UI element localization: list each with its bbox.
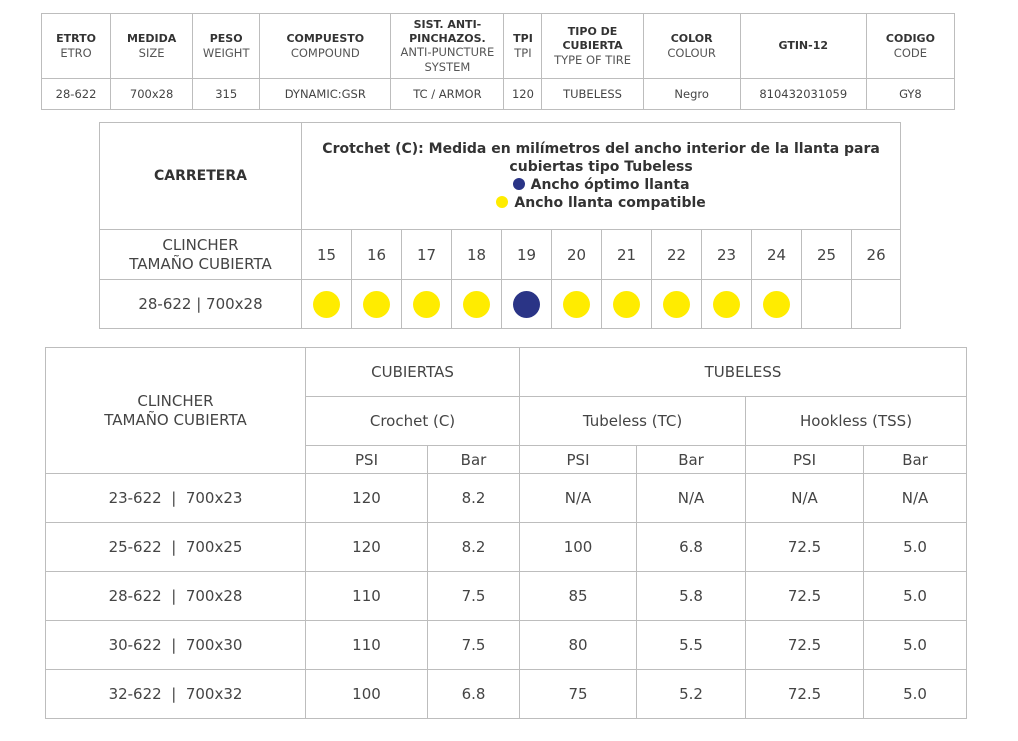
hookless-bar-cell: 5.0 bbox=[864, 572, 967, 621]
rim-marker-cell bbox=[602, 280, 652, 329]
hookless-bar-cell: 5.0 bbox=[864, 670, 967, 719]
unit-bar: Bar bbox=[637, 446, 746, 474]
tubeless-psi-cell: 85 bbox=[520, 572, 637, 621]
tubeless-bar-cell: 5.8 bbox=[637, 572, 746, 621]
tire-size-cell: 28-622 | 700x28 bbox=[46, 572, 306, 621]
compatible-dot-icon bbox=[496, 196, 508, 208]
crochet-psi-cell: 100 bbox=[306, 670, 428, 719]
tubeless-psi-cell: N/A bbox=[520, 474, 637, 523]
group-tubeless: TUBELESS bbox=[520, 348, 967, 397]
marker-dot-icon bbox=[663, 291, 690, 318]
crochet-bar-cell: 8.2 bbox=[428, 474, 520, 523]
rim-marker-cell bbox=[502, 280, 552, 329]
tire-size-cell: 23-622 | 700x23 bbox=[46, 474, 306, 523]
spec-value-tpi: 120 bbox=[504, 79, 542, 110]
rim-tire-size: 28-622 | 700x28 bbox=[100, 280, 302, 329]
rim-header-row bbox=[100, 123, 901, 230]
rim-marker-cell bbox=[852, 280, 901, 329]
spec-header-row bbox=[42, 14, 955, 79]
spec-header-etrto: ETRTO ETRO bbox=[42, 14, 111, 79]
marker-dot-icon bbox=[763, 291, 790, 318]
tubeless-psi-cell: 100 bbox=[520, 523, 637, 572]
tire-size-cell: 25-622 | 700x25 bbox=[46, 523, 306, 572]
rim-width-cell: 23 bbox=[702, 230, 752, 280]
spec-value-tire-type: TUBELESS bbox=[542, 79, 643, 110]
tubeless-bar-cell: 5.2 bbox=[637, 670, 746, 719]
marker-dot-icon bbox=[713, 291, 740, 318]
spec-value-weight: 315 bbox=[193, 79, 260, 110]
rim-marker-cell bbox=[552, 280, 602, 329]
marker-dot-icon bbox=[613, 291, 640, 318]
spec-header-anti-puncture: SIST. ANTI-PINCHAZOS. ANTI-PUNCTURE SYSTEM bbox=[391, 14, 504, 79]
rim-width-cell: 25 bbox=[802, 230, 852, 280]
spec-value-colour: Negro bbox=[643, 79, 740, 110]
spec-header-weight: PESO WEIGHT bbox=[193, 14, 260, 79]
crochet-note-text: Crotchet (C): Medida en milímetros del ancho interior de la llanta para cubiertas tipo Tubeless bbox=[322, 140, 880, 175]
hookless-psi-cell: 72.5 bbox=[746, 572, 864, 621]
rim-marker-cell bbox=[752, 280, 802, 329]
unit-psi: PSI bbox=[520, 446, 637, 474]
tubeless-bar-cell: 5.5 bbox=[637, 621, 746, 670]
rim-width-cell: 20 bbox=[552, 230, 602, 280]
rim-marker-cell bbox=[802, 280, 852, 329]
pressure-group-row bbox=[46, 348, 967, 397]
crochet-psi-cell: 110 bbox=[306, 621, 428, 670]
marker-dot-icon bbox=[363, 291, 390, 318]
table-row bbox=[46, 670, 967, 719]
spec-value-row bbox=[42, 79, 955, 110]
rim-compat-row bbox=[100, 280, 901, 329]
marker-dot-icon bbox=[563, 291, 590, 318]
rim-size-header: CLINCHER TAMAÑO CUBIERTA bbox=[100, 230, 302, 280]
hookless-bar-cell: 5.0 bbox=[864, 523, 967, 572]
legend-compatible-label: Ancho llanta compatible bbox=[514, 195, 706, 212]
rim-note bbox=[302, 123, 901, 230]
tubeless-psi-cell: 80 bbox=[520, 621, 637, 670]
sub-tubeless: Tubeless (TC) bbox=[520, 397, 746, 446]
hookless-bar-cell: 5.0 bbox=[864, 621, 967, 670]
spec-header-tire-type: TIPO DE CUBIERTA TYPE OF TIRE bbox=[542, 14, 643, 79]
tubeless-bar-cell: 6.8 bbox=[637, 523, 746, 572]
spec-value-size: 700x28 bbox=[111, 79, 193, 110]
rim-width-cell: 21 bbox=[602, 230, 652, 280]
pressure-table bbox=[45, 347, 967, 719]
hookless-psi-cell: 72.5 bbox=[746, 523, 864, 572]
rim-marker-cell bbox=[652, 280, 702, 329]
tubeless-bar-cell: N/A bbox=[637, 474, 746, 523]
tire-size-cell: 30-622 | 700x30 bbox=[46, 621, 306, 670]
table-row bbox=[46, 474, 967, 523]
crochet-bar-cell: 6.8 bbox=[428, 670, 520, 719]
rim-width-cell: 22 bbox=[652, 230, 702, 280]
spec-header-colour: COLOR COLOUR bbox=[643, 14, 740, 79]
rim-width-cell: 15 bbox=[302, 230, 352, 280]
crochet-bar-cell: 8.2 bbox=[428, 523, 520, 572]
spec-value-anti-puncture: TC / ARMOR bbox=[391, 79, 504, 110]
marker-dot-icon bbox=[313, 291, 340, 318]
spec-value-etrto: 28-622 bbox=[42, 79, 111, 110]
marker-dot-icon bbox=[463, 291, 490, 318]
unit-psi: PSI bbox=[306, 446, 428, 474]
unit-bar: Bar bbox=[428, 446, 520, 474]
rim-marker-cell bbox=[702, 280, 752, 329]
unit-bar: Bar bbox=[864, 446, 967, 474]
table-row bbox=[46, 523, 967, 572]
hookless-psi-cell: 72.5 bbox=[746, 621, 864, 670]
crochet-psi-cell: 120 bbox=[306, 523, 428, 572]
optimal-dot-icon bbox=[513, 178, 525, 190]
rim-width-table bbox=[99, 122, 901, 329]
spec-header-gtin: GTIN-12 bbox=[740, 14, 866, 79]
rim-width-cell: 24 bbox=[752, 230, 802, 280]
tire-size-cell: 32-622 | 700x32 bbox=[46, 670, 306, 719]
legend-optimal-label: Ancho óptimo llanta bbox=[530, 177, 690, 193]
table-row bbox=[46, 572, 967, 621]
hookless-psi-cell: N/A bbox=[746, 474, 864, 523]
spec-header-tpi: TPI TPI bbox=[504, 14, 542, 79]
rim-width-cell: 19 bbox=[502, 230, 552, 280]
hookless-bar-cell: N/A bbox=[864, 474, 967, 523]
rim-width-cell: 16 bbox=[352, 230, 402, 280]
rim-width-header-row bbox=[100, 230, 901, 280]
sub-crochet: Crochet (C) bbox=[306, 397, 520, 446]
hookless-psi-cell: 72.5 bbox=[746, 670, 864, 719]
rim-width-cell: 17 bbox=[402, 230, 452, 280]
spec-header-size: MEDIDA SIZE bbox=[111, 14, 193, 79]
sub-hookless: Hookless (TSS) bbox=[746, 397, 967, 446]
crochet-psi-cell: 110 bbox=[306, 572, 428, 621]
crochet-bar-cell: 7.5 bbox=[428, 572, 520, 621]
spec-header-code: CODIGO CODE bbox=[866, 14, 954, 79]
table-row bbox=[46, 621, 967, 670]
rim-marker-cell bbox=[302, 280, 352, 329]
rim-width-cell: 18 bbox=[452, 230, 502, 280]
pressure-size-header: CLINCHER TAMAÑO CUBIERTA bbox=[46, 348, 306, 474]
legend-compatible bbox=[322, 194, 880, 212]
spec-value-compound: DYNAMIC:GSR bbox=[260, 79, 391, 110]
crochet-bar-cell: 7.5 bbox=[428, 621, 520, 670]
rim-marker-cell bbox=[452, 280, 502, 329]
spec-value-gtin: 810432031059 bbox=[740, 79, 866, 110]
marker-dot-icon bbox=[413, 291, 440, 318]
road-category-label: CARRETERA bbox=[100, 123, 302, 230]
crochet-psi-cell: 120 bbox=[306, 474, 428, 523]
spec-value-code: GY8 bbox=[866, 79, 954, 110]
rim-marker-cell bbox=[352, 280, 402, 329]
tubeless-psi-cell: 75 bbox=[520, 670, 637, 719]
marker-dot-icon bbox=[513, 291, 540, 318]
spec-table bbox=[41, 13, 955, 110]
rim-marker-cell bbox=[402, 280, 452, 329]
rim-width-cell: 26 bbox=[852, 230, 901, 280]
spec-header-compound: COMPUESTO COMPOUND bbox=[260, 14, 391, 79]
group-cubiertas: CUBIERTAS bbox=[306, 348, 520, 397]
unit-psi: PSI bbox=[746, 446, 864, 474]
legend-optimal bbox=[322, 176, 880, 194]
